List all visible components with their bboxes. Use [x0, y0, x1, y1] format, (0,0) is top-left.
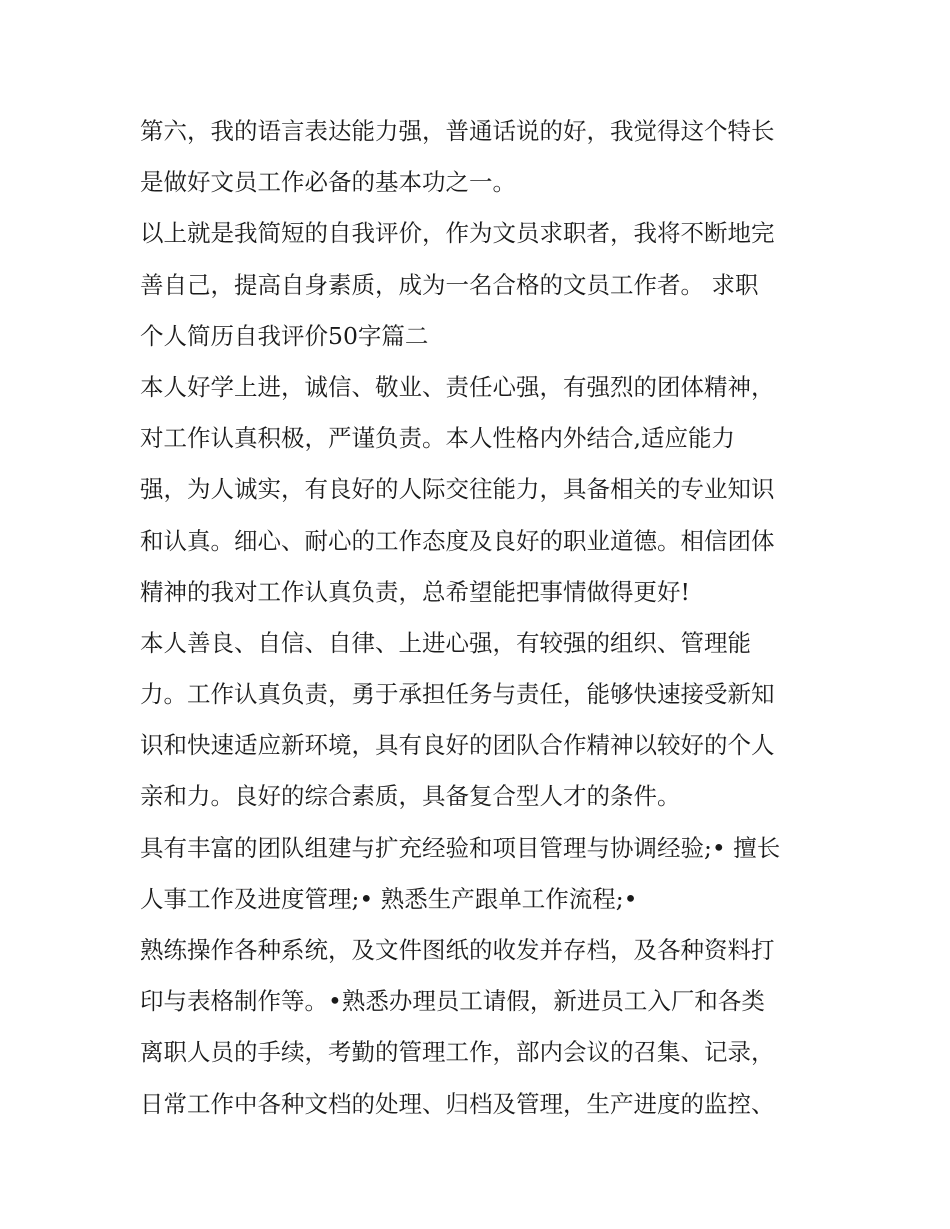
- text-line: 人事工作及进度管理;• 熟悉生产跟单工作流程;•: [140, 884, 638, 913]
- text-line: 离职人员的手续，考勤的管理工作，部内会议的召集、记录，: [140, 1038, 775, 1067]
- text-line: 精神的我对工作认真负责，总希望能把事情做得更好!: [140, 577, 690, 606]
- text-line: 力。工作认真负责，勇于承担任务与责任，能够快速接受新知: [140, 680, 775, 709]
- body-text: [140, 106, 820, 1130]
- text-line: 第六，我的语言表达能力强，普通话说的好，我觉得这个特长: [140, 117, 775, 145]
- text-line: 对工作认真积极，严谨负责。本人性格内外结合,适应能力: [140, 424, 735, 453]
- text-line: 熟练操作各种系统，及文件图纸的收发并存档，及各种资料打: [140, 936, 775, 964]
- text-line: 和认真。细心、耐心的工作态度及良好的职业道德。相信团体: [140, 526, 775, 555]
- text-line: 善自己，提高自身素质，成为一名合格的文员工作者。 求职: [140, 270, 759, 299]
- section-heading-line: 个人简历自我评价50字篇二: [140, 321, 429, 350]
- text-line: 是做好文员工作必备的基本功之一。: [140, 168, 516, 197]
- text-line: 识和快速适应新环境，具有良好的团队合作精神以较好的个人: [140, 731, 775, 760]
- text-line: 以上就是我简短的自我评价，作为文员求职者，我将不断地完: [140, 219, 775, 248]
- text-line: 本人好学上进，诚信、敬业、责任心强，有强烈的团体精神，: [140, 372, 775, 401]
- text-line: 具有丰富的团队组建与扩充经验和项目管理与协调经验;• 擅长: [140, 833, 781, 862]
- text-line: 亲和力。良好的综合素质，具备复合型人才的条件。: [140, 782, 681, 811]
- text-line: 本人善良、自信、自律、上进心强，有较强的组织、管理能: [140, 628, 751, 657]
- text-line: 印与表格制作等。•熟悉办理员工请假，新进员工入厂和各类: [140, 987, 765, 1016]
- text-line: 日常工作中各种文档的处理、归档及管理，生产进度的监控、: [140, 1089, 775, 1118]
- text-line: 强，为人诚实，有良好的人际交往能力，具备相关的专业知识: [140, 475, 775, 504]
